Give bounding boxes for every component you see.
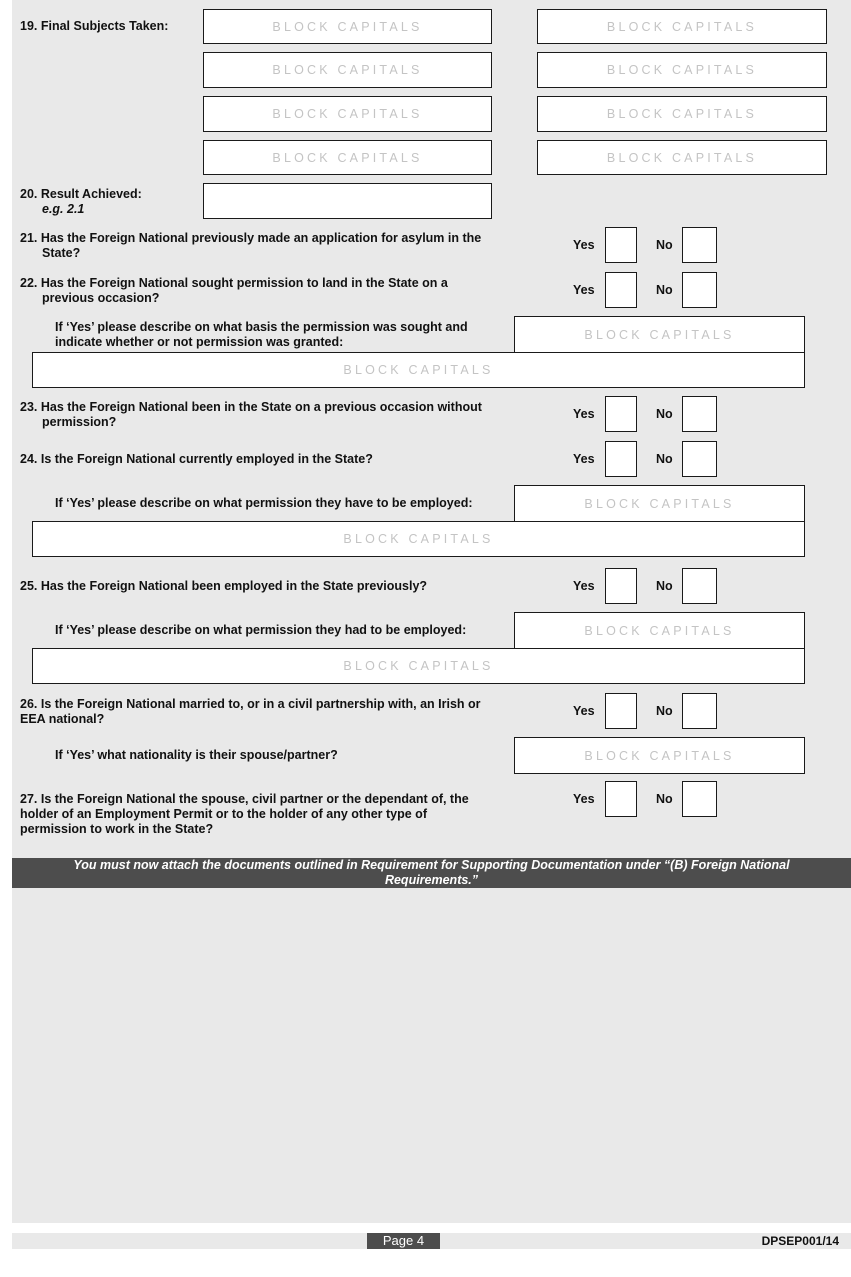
page-number: Page 4 (367, 1233, 440, 1249)
q25-sub-label: If ‘Yes’ please describe on what permission they had to be employed: (55, 623, 467, 637)
form-code: DPSEP001/14 (761, 1234, 839, 1248)
q24-sub-label: If ‘Yes’ please describe on what permission they have to be employed: (55, 496, 473, 510)
q22-no-checkbox[interactable] (682, 272, 717, 308)
q26-sub-label: If ‘Yes’ what nationality is their spouse/partner? (55, 748, 338, 762)
q24-details-field[interactable]: BLOCK CAPITALS (32, 521, 805, 557)
q23-label: 23. Has the Foreign National been in the State on a previous occasion without permission? (20, 400, 482, 429)
q23-yes-checkbox[interactable] (605, 396, 637, 432)
q25-yes-label: Yes (573, 579, 595, 593)
q21-no-checkbox[interactable] (682, 227, 717, 263)
q24-label: 24. Is the Foreign National currently employed in the State? (20, 452, 373, 466)
q26-label: 26. Is the Foreign National married to, or in a civil partnership with, an Irish or EEA national? (20, 697, 481, 726)
q24-yes-checkbox[interactable] (605, 441, 637, 477)
q27-no-label: No (656, 792, 673, 806)
q25-details-field[interactable]: BLOCK CAPITALS (32, 648, 805, 684)
subject-field-4[interactable]: BLOCK CAPITALS (537, 52, 827, 88)
q25-permission-field[interactable]: BLOCK CAPITALS (514, 612, 805, 649)
q27-yes-checkbox[interactable] (605, 781, 637, 817)
q22-label: 22. Has the Foreign National sought permission to land in the State on a previous occasion? (20, 276, 448, 305)
q26-no-label: No (656, 704, 673, 718)
q22-yes-label: Yes (573, 283, 595, 297)
subject-field-2[interactable]: BLOCK CAPITALS (537, 9, 827, 44)
q27-label: 27. Is the Foreign National the spouse, civil partner or the dependant of, the holder of an Employment Permit or to the holder of any other type of permission to work in the State? (20, 792, 469, 836)
q20-label: 20. Result Achieved: e.g. 2.1 (20, 187, 142, 216)
q22-basis-field[interactable]: BLOCK CAPITALS (514, 316, 805, 353)
q22-sub-label: If ‘Yes’ please describe on what basis the permission was sought and indicate whether or not permission was granted: (55, 320, 468, 349)
q24-no-label: No (656, 452, 673, 466)
q21-no-label: No (656, 238, 673, 252)
result-achieved-field[interactable] (203, 183, 492, 219)
q24-permission-field[interactable]: BLOCK CAPITALS (514, 485, 805, 522)
subject-field-6[interactable]: BLOCK CAPITALS (537, 96, 827, 132)
attach-documents-banner: You must now attach the documents outlined in Requirement for Supporting Documentation under “(B) Foreign National Requirements.” (12, 858, 851, 888)
subject-field-5[interactable]: BLOCK CAPITALS (203, 96, 492, 132)
q23-no-label: No (656, 407, 673, 421)
q19-label: 19. Final Subjects Taken: (20, 19, 169, 33)
q21-yes-checkbox[interactable] (605, 227, 637, 263)
q22-details-field[interactable]: BLOCK CAPITALS (32, 352, 805, 388)
q23-yes-label: Yes (573, 407, 595, 421)
q25-yes-checkbox[interactable] (605, 568, 637, 604)
q25-label: 25. Has the Foreign National been employed in the State previously? (20, 579, 428, 593)
q24-yes-label: Yes (573, 452, 595, 466)
q26-yes-label: Yes (573, 704, 595, 718)
subject-field-8[interactable]: BLOCK CAPITALS (537, 140, 827, 175)
q21-yes-label: Yes (573, 238, 595, 252)
q22-no-label: No (656, 283, 673, 297)
q26-yes-checkbox[interactable] (605, 693, 637, 729)
subject-field-3[interactable]: BLOCK CAPITALS (203, 52, 492, 88)
q27-yes-label: Yes (573, 792, 595, 806)
q21-label: 21. Has the Foreign National previously made an application for asylum in the State? (20, 231, 482, 260)
q22-yes-checkbox[interactable] (605, 272, 637, 308)
q26-nationality-field[interactable]: BLOCK CAPITALS (514, 737, 805, 774)
q27-no-checkbox[interactable] (682, 781, 717, 817)
q26-no-checkbox[interactable] (682, 693, 717, 729)
q23-no-checkbox[interactable] (682, 396, 717, 432)
subject-field-1[interactable]: BLOCK CAPITALS (203, 9, 492, 44)
q25-no-label: No (656, 579, 673, 593)
q20-example: e.g. 2.1 (42, 202, 85, 216)
q24-no-checkbox[interactable] (682, 441, 717, 477)
subject-field-7[interactable]: BLOCK CAPITALS (203, 140, 492, 175)
q25-no-checkbox[interactable] (682, 568, 717, 604)
